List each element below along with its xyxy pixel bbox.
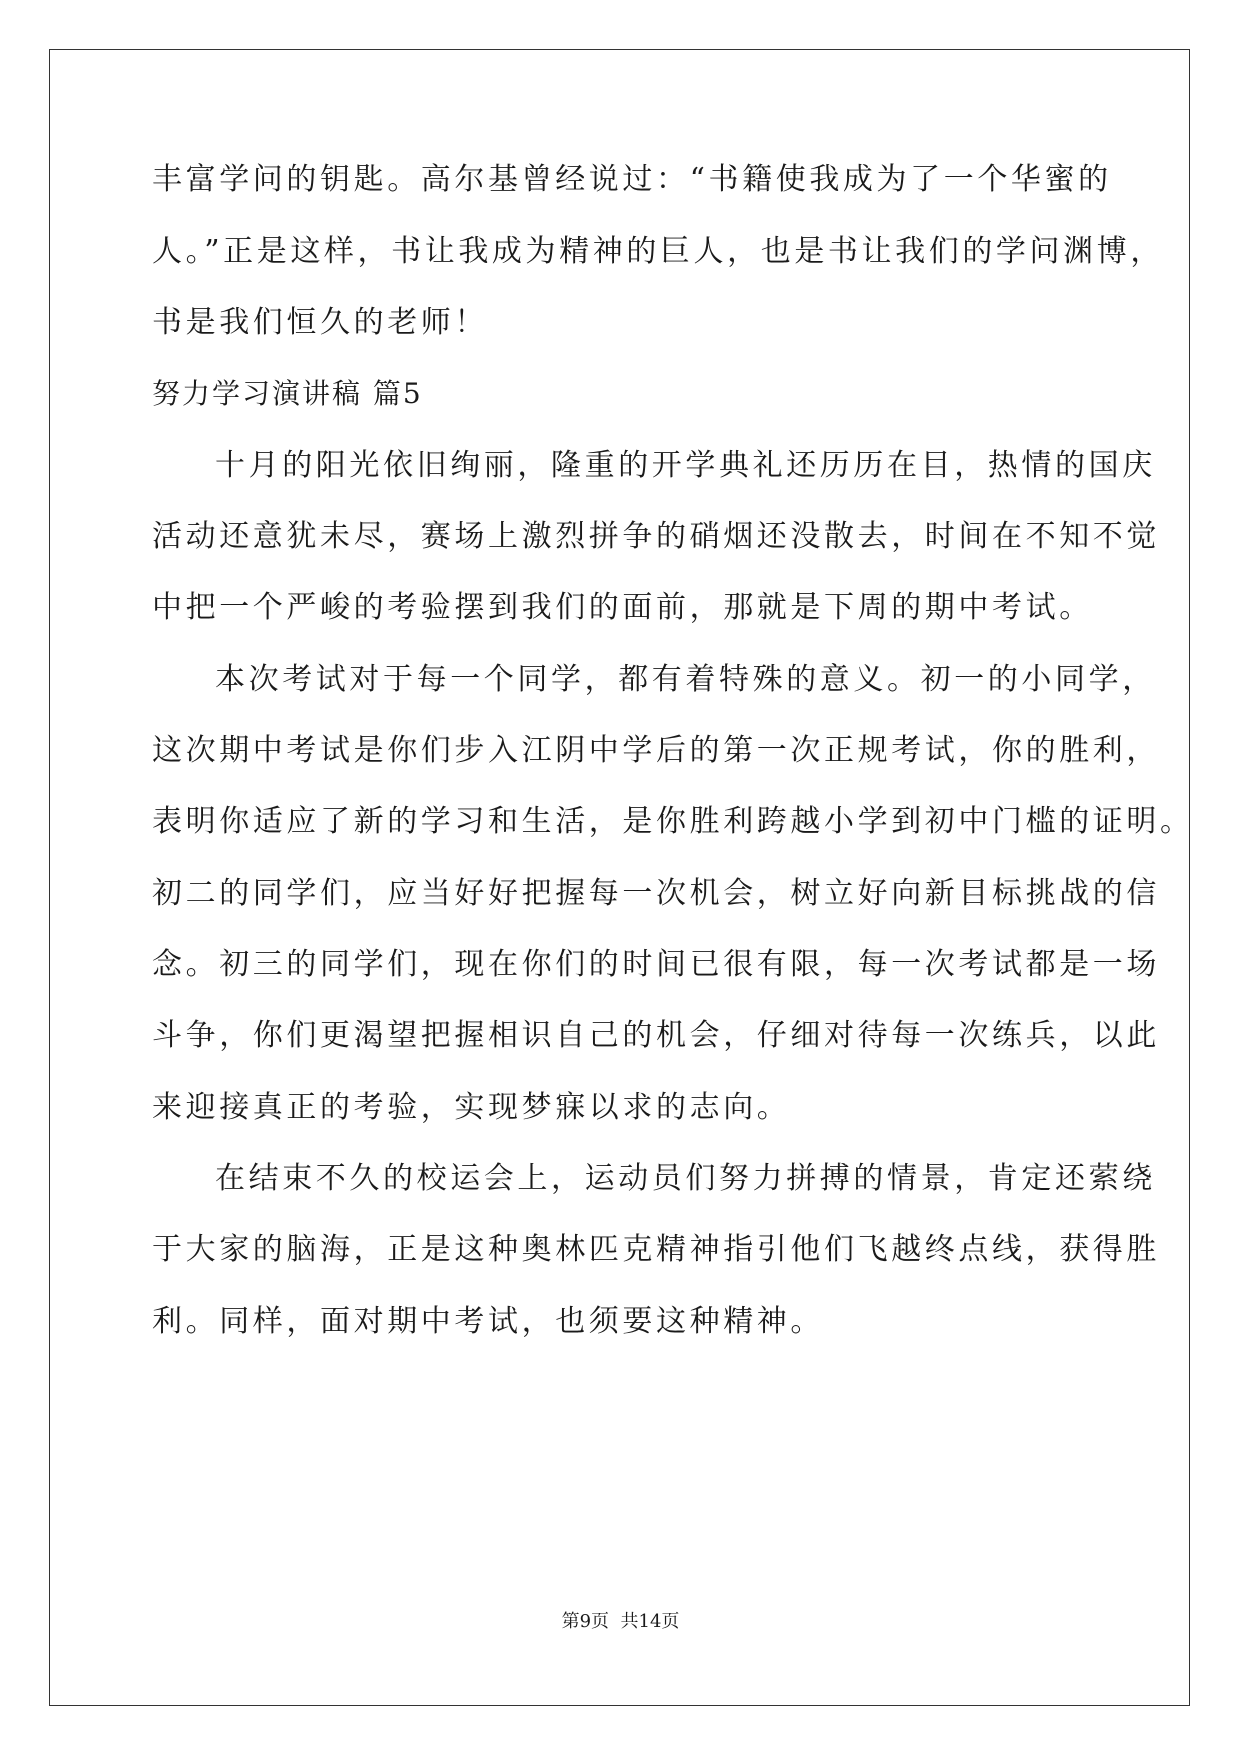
section-title: 努力学习演讲稿 篇5: [152, 377, 423, 410]
text-line: 初二的同学们，应当好好把握每一次机会，树立好向新目标挑战的信: [152, 876, 1160, 911]
text-line: 活动还意犹未尽，赛场上激烈拼争的硝烟还没散去，时间在不知不觉: [152, 519, 1160, 554]
text-line: 利。同样，面对期中考试，也须要这种精神。: [152, 1304, 824, 1339]
text-line: 斗争，你们更渴望把握相识自己的机会，仔细对待每一次练兵，以此: [152, 1018, 1160, 1053]
text-line: 表明你适应了新的学习和生活，是你胜利跨越小学到初中门槛的证明。: [152, 804, 1194, 839]
page-number-footer: 第9页 共14页: [561, 1611, 680, 1632]
text-line: 丰富学问的钥匙。高尔基曾经说过：“书籍使我成为了一个华蜜的: [152, 162, 1112, 197]
text-line: 念。初三的同学们，现在你们的时间已很有限，每一次考试都是一场: [152, 947, 1160, 982]
text-line: 在结束不久的校运会上，运动员们努力拼搏的情景，肯定还萦绕: [215, 1161, 1156, 1196]
text-line: 书是我们恒久的老师！: [152, 305, 488, 340]
text-line: 人。”正是这样，书让我成为精神的巨人，也是书让我们的学问渊博，: [152, 234, 1164, 269]
text-line: 来迎接真正的考验，实现梦寐以求的志向。: [152, 1090, 791, 1125]
text-line: 十月的阳光依旧绚丽，隆重的开学典礼还历历在目，热情的国庆: [215, 448, 1156, 483]
text-line: 这次期中考试是你们步入江阴中学后的第一次正规考试，你的胜利，: [152, 733, 1160, 768]
text-line: 于大家的脑海，正是这种奥林匹克精神指引他们飞越终点线，获得胜: [152, 1232, 1160, 1267]
text-line: 中把一个严峻的考验摆到我们的面前，那就是下周的期中考试。: [152, 590, 1093, 625]
text-line: 本次考试对于每一个同学，都有着特殊的意义。初一的小同学，: [215, 662, 1156, 697]
